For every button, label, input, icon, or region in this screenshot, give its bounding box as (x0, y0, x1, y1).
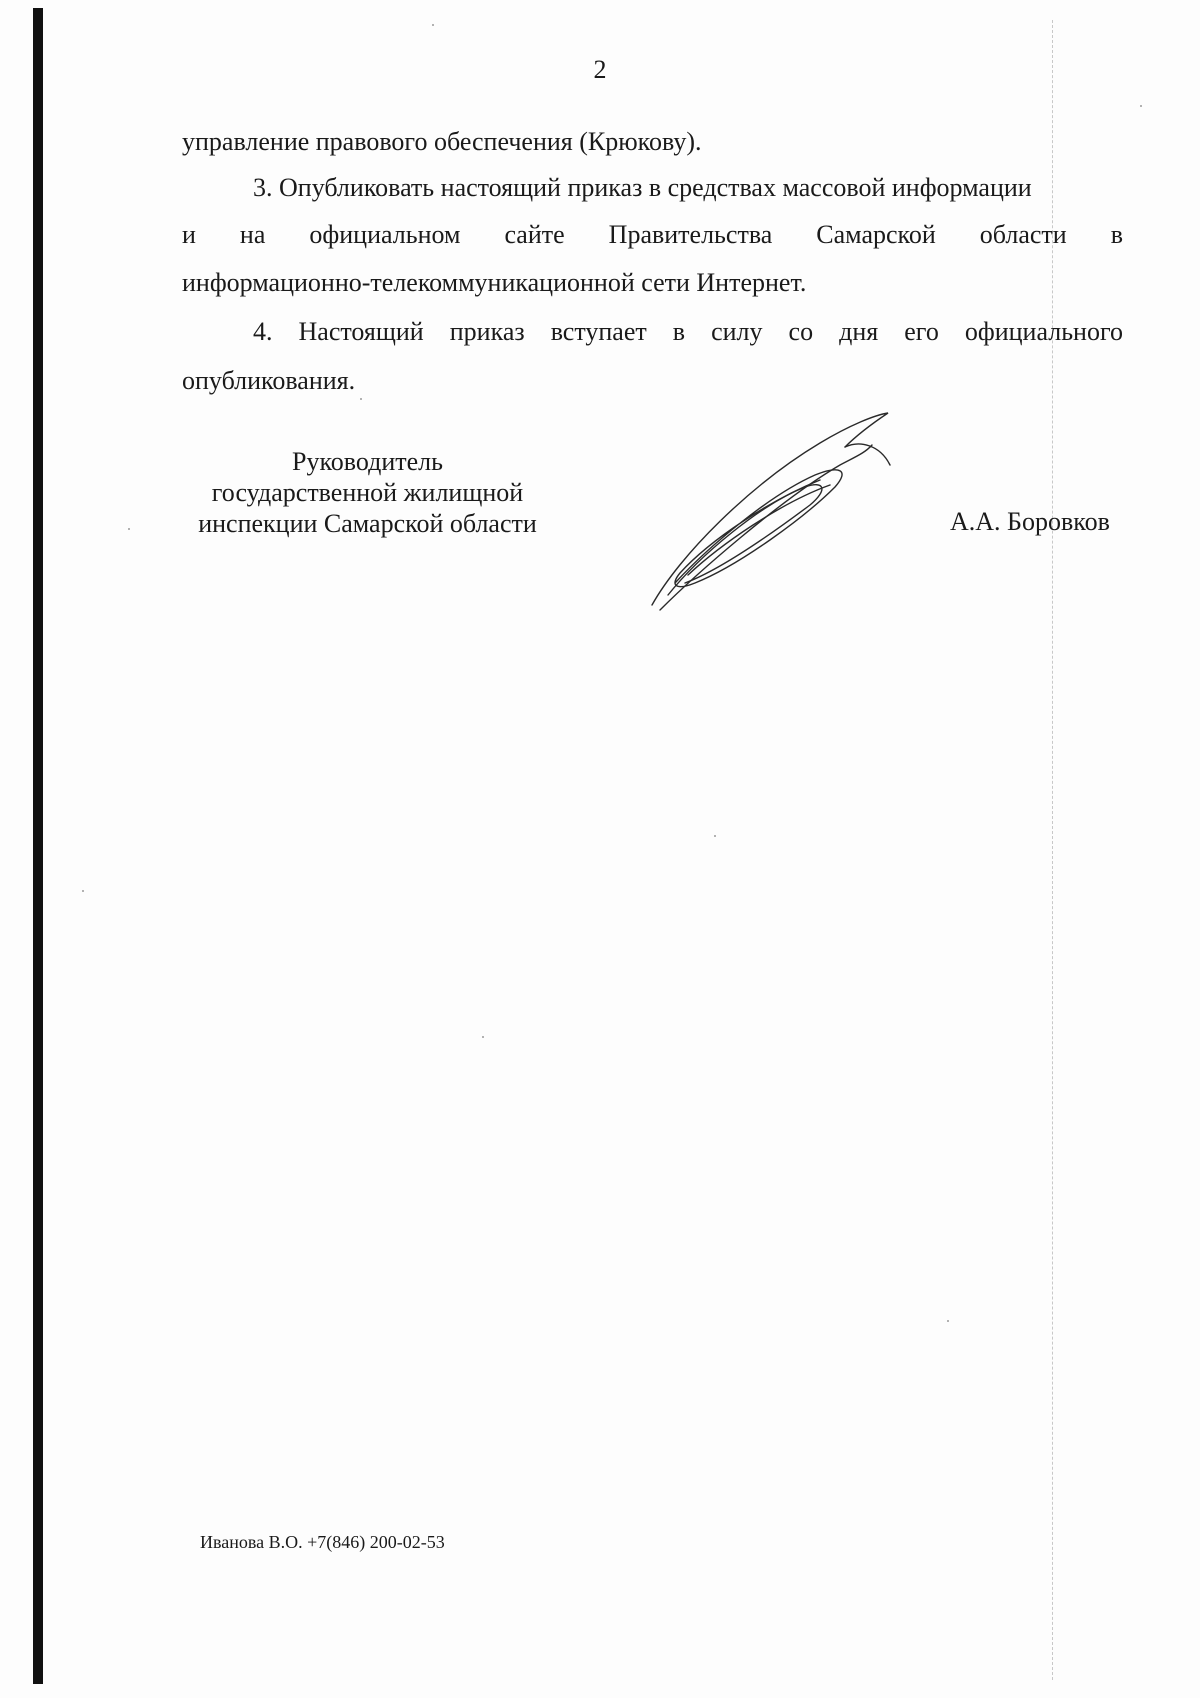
word: 4. (253, 317, 273, 346)
scan-speck (128, 528, 130, 530)
paragraph-3-line-1: 3. Опубликовать настоящий приказ в средствах массовой информации (253, 173, 1032, 202)
word: в (1110, 220, 1123, 249)
executor-contact: Иванова В.О. +7(846) 200-02-53 (200, 1532, 445, 1552)
word: в (672, 317, 686, 346)
word: Правительства (608, 220, 773, 249)
position-line: Руководитель (292, 447, 443, 476)
signer-name: А.А. Боровков (950, 507, 1110, 536)
scan-speck (947, 1320, 949, 1322)
scan-speck (714, 835, 716, 837)
word: Настоящий (298, 317, 424, 346)
word: Самарской (816, 220, 936, 249)
paragraph-4-line-2: опубликования. (182, 366, 356, 395)
word: на (239, 220, 266, 249)
position-line: государственной жилищной (211, 478, 524, 507)
word: вступает (550, 317, 647, 346)
word: приказ (449, 317, 525, 346)
scan-speck (82, 890, 84, 892)
scan-fold-line (1052, 20, 1053, 1680)
paragraph-3-line-2 (182, 220, 1123, 250)
signatory-position (180, 446, 555, 539)
word: его (904, 317, 939, 346)
word: со (788, 317, 814, 346)
paragraph-4-line-1 (253, 317, 1123, 347)
scan-speck (432, 24, 434, 26)
word: официального (964, 317, 1123, 346)
word: силу (711, 317, 763, 346)
scan-speck (1140, 105, 1142, 107)
paragraph-3-line-3: информационно-телекоммуникационной сети Интернет. (182, 268, 807, 297)
scan-edge-bar (33, 8, 43, 1684)
scan-speck (482, 1036, 484, 1038)
word: дня (839, 317, 879, 346)
handwritten-signature (640, 405, 920, 615)
word: официальном (309, 220, 461, 249)
paragraph-2-tail: управление правового обеспечения (Крюкову). (182, 127, 702, 156)
page-number: 2 (593, 55, 607, 84)
position-line: инспекции Самарской области (198, 509, 537, 538)
word: и (182, 220, 196, 249)
word: области (979, 220, 1067, 249)
scan-speck (360, 398, 362, 400)
word: сайте (504, 220, 565, 249)
